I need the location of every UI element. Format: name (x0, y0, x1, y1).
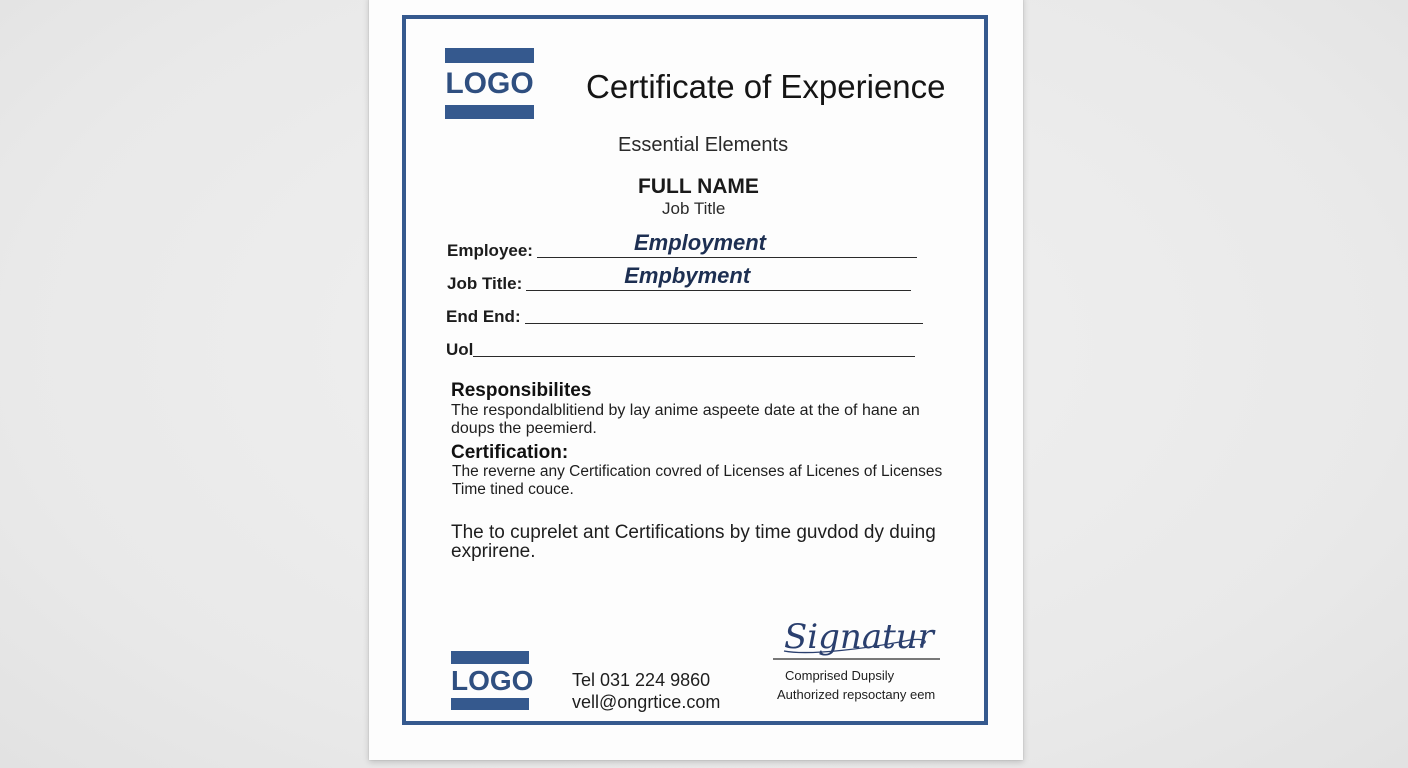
signature-caption-line-2: Authorized repsoctany eem (777, 687, 936, 702)
certificate-subtitle: Essential Elements (618, 134, 789, 156)
signature-caption-line-1: Comprised Dupsily (785, 668, 895, 683)
signature-script: Signatur (784, 617, 934, 657)
closing-line-1: The to cuprelet ant Certifications by time guvdod dy duing (451, 522, 936, 543)
signature-caption (777, 666, 935, 704)
job-title-field (447, 263, 911, 295)
footer-logo (451, 651, 534, 710)
responsibilities-text (451, 402, 920, 438)
employee-value: Employment (633, 230, 767, 255)
contact-email: vell@ongrtice.com (572, 692, 721, 712)
footer-logo-text: LOGO (451, 665, 534, 696)
certification-line-1: The reverne any Certification covred of Licenses af Licenes of Licenses (452, 463, 943, 480)
logo-bar-bottom (445, 105, 534, 119)
certification-heading: Certification: (451, 442, 569, 463)
closing-text (451, 523, 936, 561)
uol-line (473, 355, 915, 357)
footer-logo-bar-top (451, 651, 529, 664)
logo-text: LOGO (445, 67, 534, 100)
signature-mark (770, 612, 945, 672)
full-name: FULL NAME (638, 175, 759, 198)
footer-logo-bar-bottom (451, 698, 529, 710)
end-date-line (525, 322, 923, 324)
certification-text (452, 463, 942, 499)
header-logo (445, 48, 534, 119)
job-title-label: Job Title: (447, 274, 523, 293)
employee-field (447, 230, 917, 262)
responsibilities-line-2: doups the peemierd. (451, 420, 597, 437)
job-title-line (526, 263, 911, 291)
certificate-title: Certificate of Experience (586, 68, 946, 105)
employee-line (537, 230, 917, 258)
employee-label: Employee: (447, 241, 533, 260)
end-date-field (446, 304, 923, 328)
certification-line-2: Time tined couce. (452, 481, 574, 498)
uol-field (446, 337, 915, 361)
responsibilities-line-1: The respondalblitiend by lay anime aspeete date at the of hane an (451, 402, 920, 419)
contact-info (572, 669, 720, 713)
uol-label: Uol (446, 340, 474, 359)
closing-line-2: exprirene. (451, 541, 536, 562)
job-title-value: Empbyment (624, 263, 751, 288)
logo-bar-top (445, 48, 534, 63)
job-title: Job Title (662, 199, 726, 218)
end-date-label: End End: (446, 307, 521, 326)
responsibilities-heading: Responsibilites (451, 380, 592, 401)
contact-tel: Tel 031 224 9860 (572, 670, 711, 690)
